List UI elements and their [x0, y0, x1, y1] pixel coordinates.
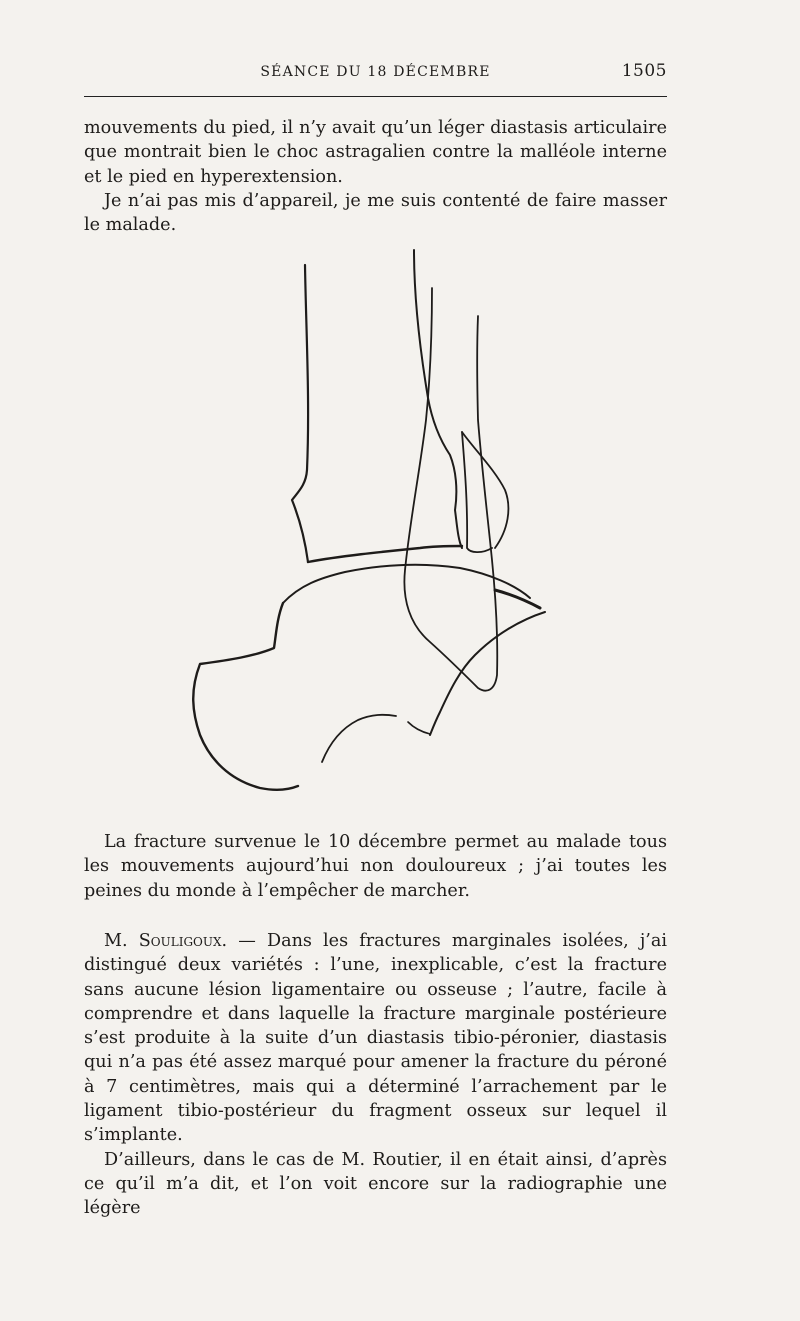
text-block-bottom	[84, 929, 667, 1221]
fibula-line-1	[404, 288, 497, 691]
paragraph-souligoux	[84, 929, 667, 1148]
paragraph-routier: D’ailleurs, dans le cas de M. Routier, il en était ainsi, d’après ce qu’il m’a dit, et l’on voit encore sur la radiographie une légère	[84, 1149, 667, 1219]
tibia-articular-surface	[308, 546, 462, 562]
paragraph-appareil: Je n’ai pas mis d’appareil, je me suis contenté de faire masser le malade.	[84, 190, 667, 236]
running-head	[84, 60, 667, 86]
text-block-middle	[84, 830, 667, 903]
foot-anterior-line	[430, 612, 545, 735]
sustentaculum-line	[322, 715, 396, 762]
page-number: 1505	[621, 61, 667, 81]
paragraph-fracture-survenue: La fracture survenue le 10 décembre permet au malade tous les mouvements aujourd’hui non douloureux ; j’ai toutes les peines du monde à l’empêcher de marcher.	[84, 832, 667, 901]
header-rule	[84, 96, 667, 97]
tibia-outline	[292, 265, 308, 562]
heel-contour	[193, 603, 298, 790]
text-block-top	[84, 116, 667, 237]
foot-upper-line	[495, 590, 540, 608]
running-title: SÉANCE DU 18 DÉCEMBRE	[260, 64, 491, 80]
tibia-right-outline	[414, 250, 462, 548]
ankle-fracture-drawing-icon	[160, 240, 580, 810]
sustentaculum-tip	[408, 722, 430, 734]
paragraph-continuation: mouvements du pied, il n’y avait qu’un léger diastasis articulaire que montrait bien le choc astragalien contre la malléole interne et le pied en hyperextension.	[84, 118, 667, 187]
speaker-name: M. Souligoux.	[104, 931, 228, 951]
ankle-fracture-figure	[160, 240, 580, 810]
speaker-text: — Dans les fractures marginales isolées, j’ai distingué deux variétés : l’une, inexplicable, c’est la fracture sans aucune lésion ligamentaire ou osseuse ; l’autre, facile à comprendre et dans laquelle la fracture marginale postérieure s’est produite à la suite d’un diastasis tibio-péronier, diastasis qui n’a pas été assez marqué pour amener la fracture du péroné à 7 centimètres, mais qui a déterminé l’arrachement par le ligament tibio-postérieur du fragment osseux sur lequel il s’implante.	[84, 931, 667, 1146]
